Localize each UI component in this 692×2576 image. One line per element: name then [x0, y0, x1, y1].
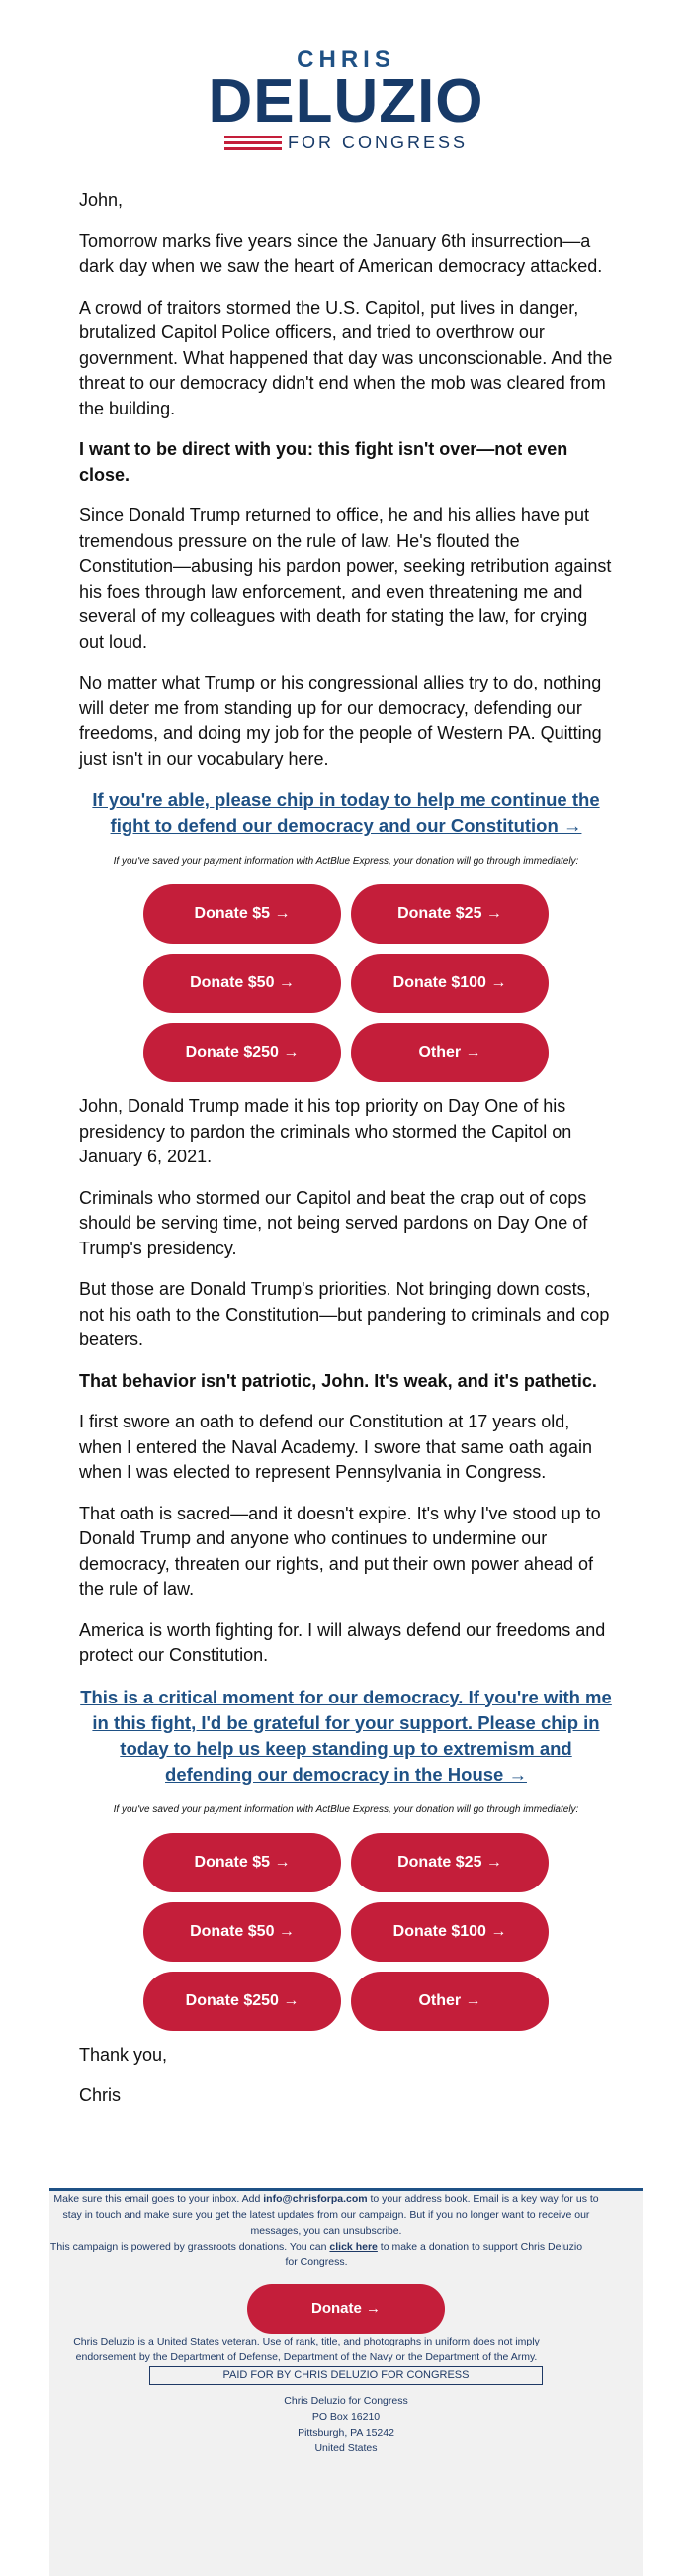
- address-line: Pittsburgh, PA 15242: [298, 2427, 394, 2438]
- paragraph: Tomorrow marks five years since the January 6th insurrection—a dark day when we saw the heart of American democracy attacked.: [79, 230, 603, 276]
- footer-inbox-note: Make sure this email goes to your inbox. Add info@chrisforpa.com to your address book. Email is a key way for us to stay in touch and make sure you get the latest updates from our campaign. But if you no longer want to receive our messages, you can unsubscribe.: [53, 2193, 599, 2237]
- donate-other-button[interactable]: Other →: [351, 1023, 549, 1082]
- actblue-express-note: If you've saved your payment information with ActBlue Express, your donation will go through immediately:: [113, 856, 579, 867]
- paragraph-bold: I want to be direct with you: this fight isn't over—not even close.: [79, 439, 568, 485]
- paragraph-bold: That behavior isn't patriotic, John. It's weak, and it's pathetic.: [79, 1370, 597, 1391]
- signoff: Thank you,: [79, 2044, 168, 2065]
- paragraph: Since Donald Trump returned to office, he and his allies have put tremendous pressure on the rule of law. He's flouted the Constitution—abusing his pardon power, seeking retribution against his foes through law enforcement, and even threatening me and several of my colleagues with death for stating the law, for crying out loud.: [79, 506, 612, 652]
- paragraph: That oath is sacred—and it doesn't expire. It's why I've stood up to Donald Trump and anyone who continues to undermine our democracy, threaten our rights, and put their own power ahead of the rule of law.: [79, 1503, 601, 1599]
- paid-for-disclaimer: PAID FOR BY CHRIS DELUZIO FOR CONGRESS: [149, 2366, 543, 2385]
- logo-tagline-row: [0, 133, 692, 152]
- mailing-address: [49, 2393, 643, 2456]
- donate-button-grid: [143, 884, 549, 1082]
- donate-50-button[interactable]: Donate $50 →: [143, 1902, 341, 1962]
- donate-250-button[interactable]: Donate $250 →: [143, 1972, 341, 2031]
- donate-250-button[interactable]: Donate $250 →: [143, 1023, 341, 1082]
- paragraph: Criminals who stormed our Capitol and beat the crap out of cops should be serving time, not being served pardons on Day One of Trump's presidency.: [79, 1187, 588, 1258]
- paragraph: John, Donald Trump made it his top priority on Day One of his presidency to pardon the criminals who stormed the Capitol on January 6, 2021.: [79, 1096, 572, 1166]
- donate-5-button[interactable]: Donate $5 →: [143, 1833, 341, 1892]
- campaign-logo: [0, 47, 692, 152]
- footer-veteran-disclaimer: Chris Deluzio is a United States veteran. Use of rank, title, and photographs in uniform does not imply endorsement by the Department of Defense, Department of the Navy or the Department of the Army.: [73, 2336, 540, 2363]
- paragraph: America is worth fighting for. I will always defend our freedoms and protect our Constitution.: [79, 1619, 606, 1665]
- logo-stripes-icon: [224, 136, 282, 150]
- email-body: [79, 188, 613, 2125]
- donate-link-secondary[interactable]: This is a critical moment for our democracy. If you're with me in this fight, I'd be grateful for your support. Please chip in today to help us keep standing up to extremism and defending our democracy in the House →: [80, 1686, 612, 1785]
- actblue-express-note: If you've saved your payment information with ActBlue Express, your donation will go through immediately:: [113, 1803, 579, 1815]
- donate-100-button[interactable]: Donate $100 →: [351, 1902, 549, 1962]
- paragraph: But those are Donald Trump's priorities. Not bringing down costs, not his oath to the Constitution—but pandering to criminals and cop beaters.: [79, 1279, 610, 1349]
- donate-50-button[interactable]: Donate $50 →: [143, 954, 341, 1013]
- logo-last-name: DELUZIO: [208, 67, 484, 136]
- donate-25-button[interactable]: Donate $25 →: [351, 1833, 549, 1892]
- footer-donate-button[interactable]: Donate →: [247, 2284, 445, 2334]
- donate-button-grid: [143, 1833, 549, 2031]
- donate-other-button[interactable]: Other →: [351, 1972, 549, 2031]
- paragraph: I first swore an oath to defend our Constitution at 17 years old, when I entered the Naval Academy. I swore that same oath again when I was elected to represent Pennsylvania in Congress.: [79, 1412, 592, 1482]
- signature: Chris: [79, 2085, 122, 2105]
- logo-first-name: CHRIS: [297, 46, 395, 73]
- logo-tagline: FOR CONGRESS: [287, 133, 468, 152]
- donate-25-button[interactable]: Donate $25 →: [351, 884, 549, 944]
- paragraph: No matter what Trump or his congressional allies try to do, nothing will deter me from standing up for our democracy, defending our freedoms, and doing my job for the people of Western PA. Quitting just isn't in our vocabulary here.: [79, 673, 602, 769]
- footer-email-address[interactable]: info@chrisforpa.com: [263, 2193, 368, 2205]
- email-footer: [49, 2188, 643, 2576]
- footer-grassroots-note: This campaign is powered by grassroots donations. You can click here to make a donation to support Chris Deluzio for Congress.: [49, 2241, 583, 2268]
- greeting: John,: [79, 190, 124, 210]
- address-line: Chris Deluzio for Congress: [284, 2395, 408, 2407]
- donate-100-button[interactable]: Donate $100 →: [351, 954, 549, 1013]
- donate-5-button[interactable]: Donate $5 →: [143, 884, 341, 944]
- address-line: PO Box 16210: [311, 2411, 381, 2423]
- paragraph: A crowd of traitors stormed the U.S. Capitol, put lives in danger, brutalized Capitol Police officers, and tried to overthrow our government. What happened that day was unconscionable. And the threat to our democracy didn't end when the mob was cleared from the building.: [79, 297, 613, 418]
- address-line: United States: [314, 2442, 378, 2454]
- donate-link-primary[interactable]: If you're able, please chip in today to help me continue the fight to defend our democracy and our Constitution →: [92, 789, 600, 836]
- footer-click-here-link[interactable]: click here: [329, 2241, 378, 2253]
